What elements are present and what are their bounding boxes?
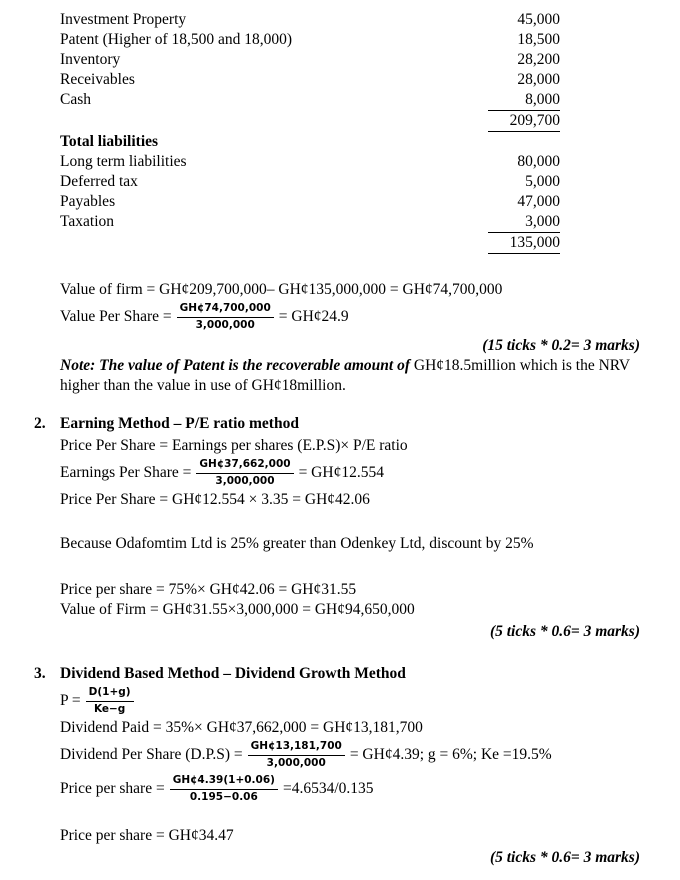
fraction-numerator: GH¢37,662,000 — [196, 458, 293, 474]
fraction-numerator: D(1+g) — [86, 686, 134, 702]
note-bold-part: Note: The value of Patent is the recoverable amount of — [60, 357, 410, 374]
pps-definition-line: Price Per Share = Earnings per shares (E.P.S)× P/E ratio — [60, 437, 408, 454]
fraction-denominator: Ke−g — [93, 702, 126, 715]
fraction — [248, 740, 345, 770]
fraction-denominator: 0.195−0.06 — [189, 790, 258, 803]
row-value: 18,500 — [517, 31, 560, 48]
row-value: 3,000 — [488, 212, 560, 233]
value-of-firm-line: Value of firm = GH¢209,700,000– GH¢135,000,000 = GH¢74,700,000 — [60, 281, 503, 298]
note-regular-part: GH¢18.5million which is the NRV higher than the value in use of GH¢18million. — [60, 357, 630, 394]
row-value: 5,000 — [525, 173, 560, 190]
row-value: 28,200 — [517, 51, 560, 68]
row-value: 80,000 — [517, 153, 560, 170]
fraction — [170, 774, 278, 804]
marks-note: (5 ticks * 0.6= 3 marks) — [489, 849, 640, 866]
discount-explanation-line: Because Odafomtim Ltd is 25% greater than Odenkey Ltd, discount by 25% — [60, 535, 534, 552]
liabilities-header: Total liabilities — [60, 133, 159, 150]
formula-prefix: Price per share = — [60, 780, 165, 797]
table-row — [60, 192, 640, 212]
row-label: Taxation — [60, 213, 115, 230]
formula-prefix: Dividend Per Share (D.P.S) = — [60, 746, 243, 763]
section-number: 2. — [34, 415, 46, 432]
row-value: 135,000 — [488, 233, 560, 254]
row-value: 45,000 — [517, 11, 560, 28]
row-label — [60, 233, 488, 254]
marks-note: (15 ticks * 0.2= 3 marks) — [482, 337, 640, 354]
value-of-firm-pe-line: Value of Firm = GH¢31.55×3,000,000 = GH¢94,650,000 — [60, 601, 415, 618]
row-label — [60, 111, 488, 132]
pps-final-line: Price per share = GH¢34.47 — [60, 827, 234, 844]
pps-result-line: Price Per Share = GH¢12.554 × 3.35 = GH¢42.06 — [60, 491, 370, 508]
fraction-denominator: 3,000,000 — [215, 474, 275, 487]
row-value: 28,000 — [517, 71, 560, 88]
formula-suffix: =4.6534/0.135 — [282, 780, 374, 797]
fraction — [177, 302, 274, 332]
fraction — [86, 686, 134, 716]
row-label: Cash — [60, 91, 91, 108]
formula-prefix: P = — [60, 692, 81, 709]
section-title: Dividend Based Method – Dividend Growth Method — [60, 665, 406, 682]
table-row — [60, 50, 640, 70]
marks-note: (5 ticks * 0.6= 3 marks) — [489, 623, 640, 640]
formula-suffix: = GH¢4.39; g = 6%; Ke =19.5% — [349, 746, 552, 763]
formula-suffix: = GH¢24.9 — [278, 308, 349, 325]
table-row — [60, 212, 640, 233]
value-per-share-formula — [60, 300, 640, 334]
row-label: Patent (Higher of 18,500 and 18,000) — [60, 31, 293, 48]
fraction-denominator: 3,000,000 — [195, 318, 255, 331]
eps-formula — [60, 456, 640, 490]
section-number: 3. — [34, 665, 46, 682]
table-row — [60, 90, 640, 111]
table-row — [60, 152, 640, 172]
row-label: Investment Property — [60, 11, 187, 28]
fraction-numerator: GH¢74,700,000 — [177, 302, 274, 318]
row-label: Inventory — [60, 51, 121, 68]
section-heading-earning-method — [34, 414, 640, 434]
formula-prefix: Value Per Share = — [60, 308, 172, 325]
row-label: Payables — [60, 193, 116, 210]
table-row — [60, 172, 640, 192]
fraction-numerator: GH¢13,181,700 — [248, 740, 345, 756]
row-label: Receivables — [60, 71, 135, 88]
growth-model-formula — [60, 684, 640, 718]
dps-formula — [60, 738, 640, 772]
pps-growth-formula — [60, 772, 640, 806]
formula-suffix: = GH¢12.554 — [298, 464, 384, 481]
row-label: Long term liabilities — [60, 153, 187, 170]
row-value: 47,000 — [517, 193, 560, 210]
table-row — [60, 10, 640, 30]
section-heading-dividend-method — [34, 664, 640, 684]
table-section-header — [60, 132, 640, 152]
table-row-total-liabilities — [60, 233, 640, 254]
row-value: 8,000 — [488, 90, 560, 111]
row-value: 209,700 — [488, 111, 560, 132]
table-row-total-assets — [60, 111, 640, 132]
note-text — [60, 356, 640, 396]
section-title: Earning Method – P/E ratio method — [60, 415, 299, 432]
formula-prefix: Earnings Per Share = — [60, 464, 192, 481]
table-row — [60, 30, 640, 50]
fraction — [196, 458, 293, 488]
dividend-paid-line: Dividend Paid = 35%× GH¢37,662,000 = GH¢13,181,700 — [60, 719, 423, 736]
row-label: Deferred tax — [60, 173, 138, 190]
fraction-numerator: GH¢4.39(1+0.06) — [170, 774, 278, 790]
fraction-denominator: 3,000,000 — [266, 756, 326, 769]
discounted-pps-line: Price per share = 75%× GH¢42.06 = GH¢31.55 — [60, 581, 357, 598]
table-row — [60, 70, 640, 90]
